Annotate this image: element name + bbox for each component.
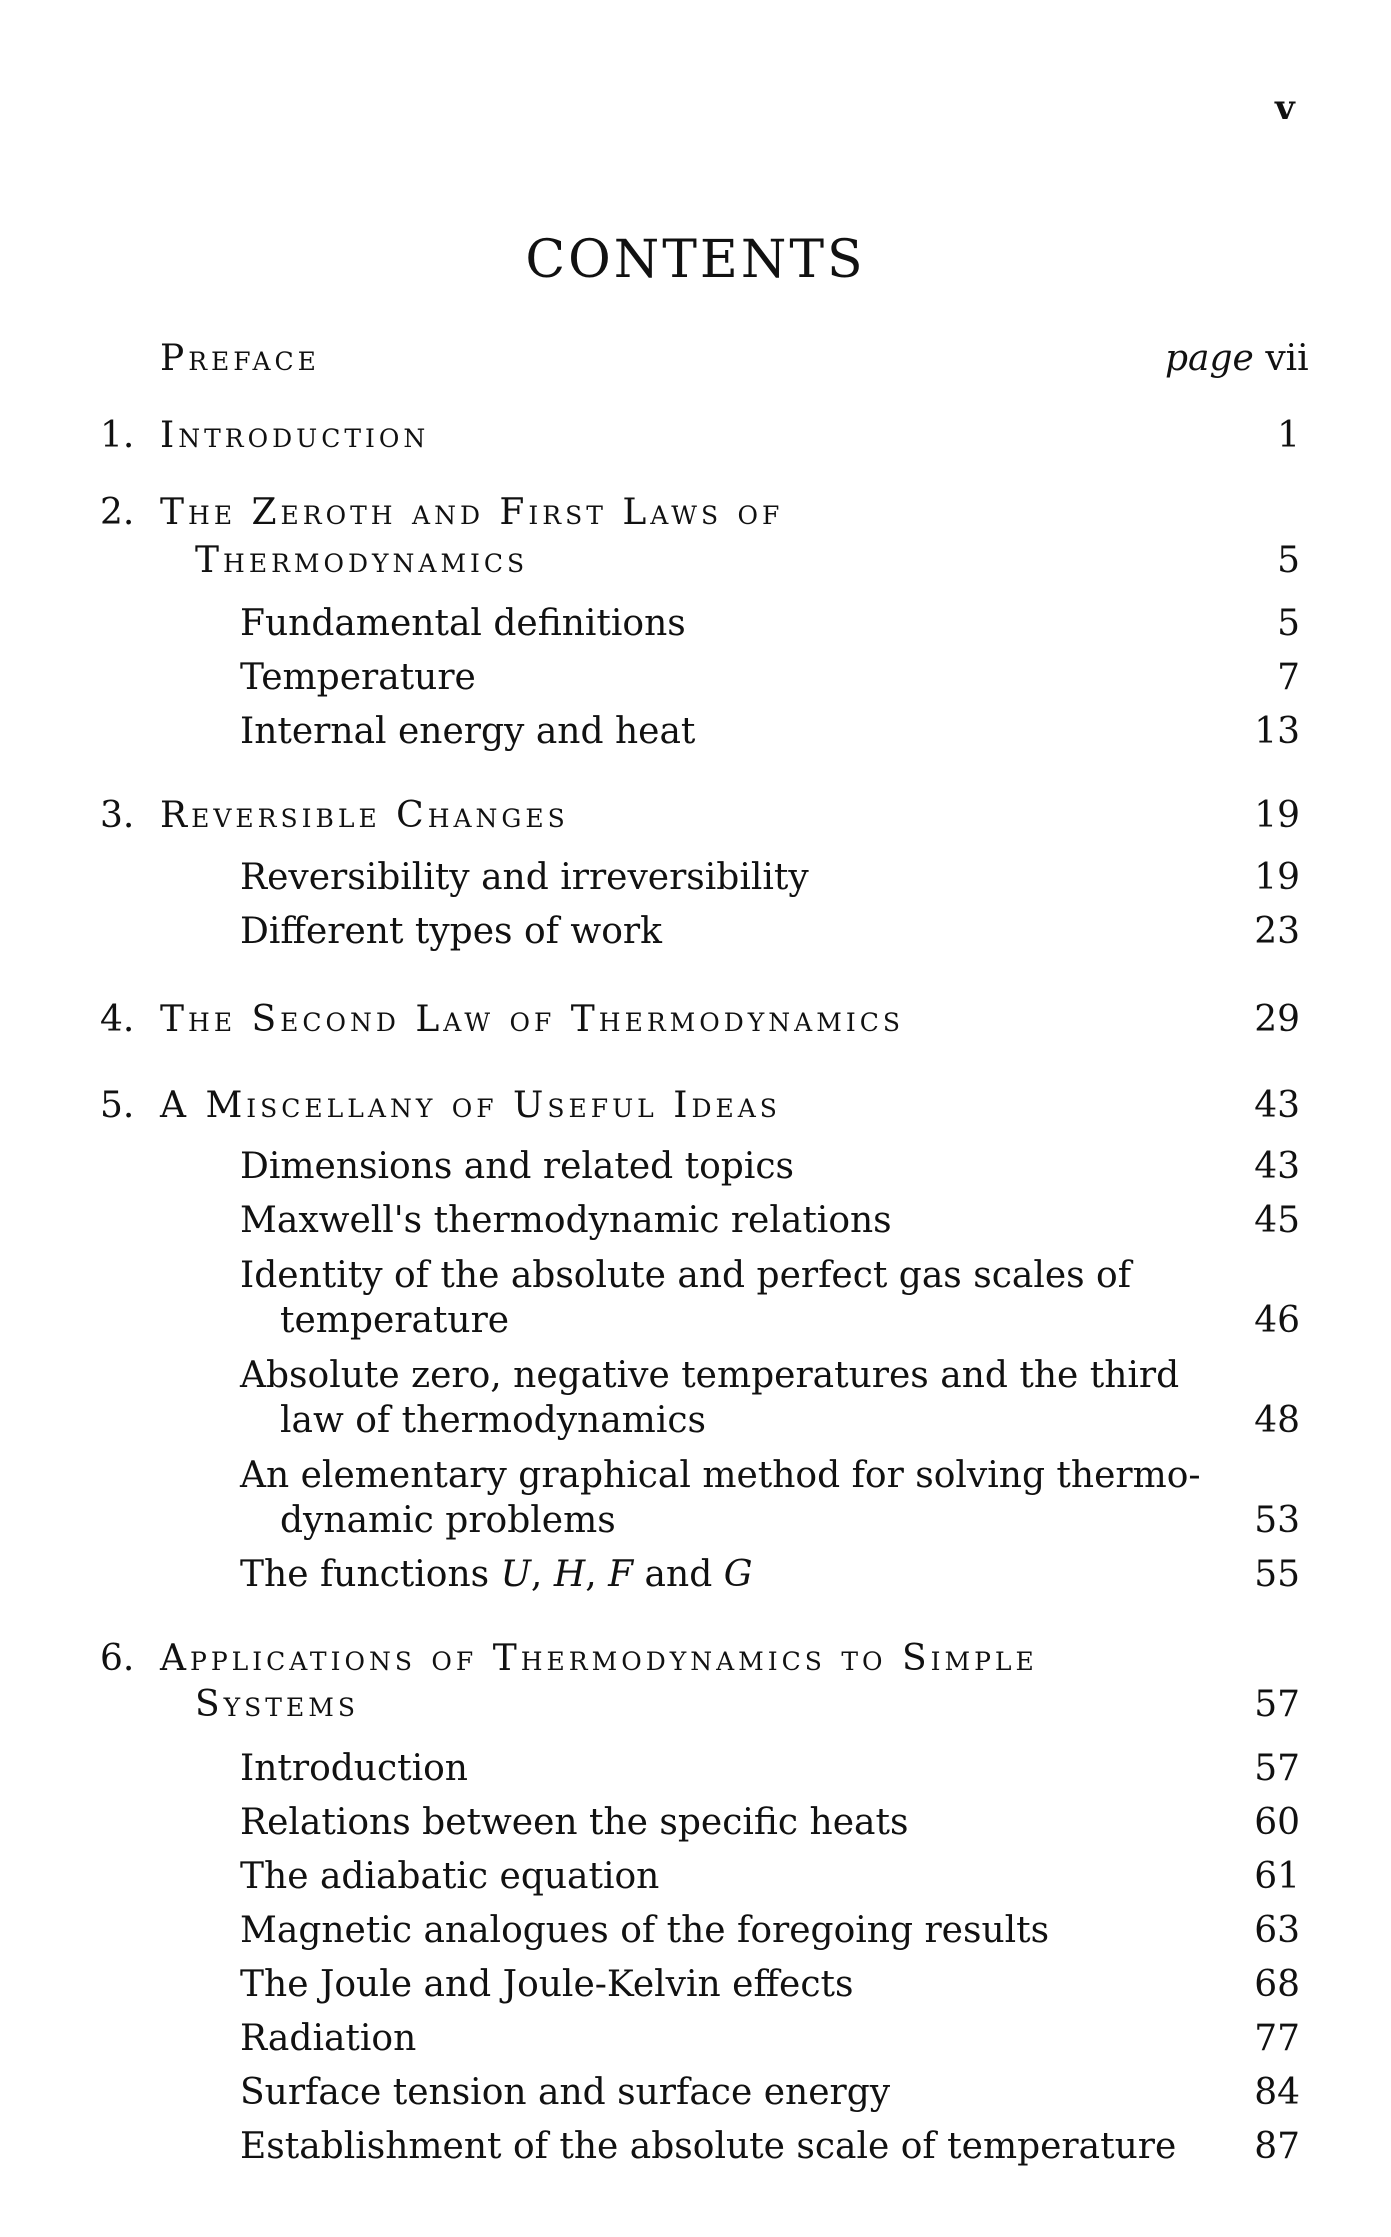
section-title-line1: An elementary graphical method for solving thermo-: [240, 1455, 1201, 1496]
section-title: Relations between the specific heats: [240, 1802, 909, 1843]
variable-f: F: [608, 1554, 634, 1595]
section-title: The functions U, H, F and G: [240, 1554, 753, 1595]
section-title-prefix: The functions: [240, 1554, 490, 1595]
chapter-number: 2.: [100, 492, 135, 533]
page-number: 60: [1254, 1802, 1300, 1843]
page-number: 29: [1254, 999, 1300, 1040]
page-number: 84: [1254, 2072, 1300, 2113]
page-number: 5: [1277, 540, 1300, 581]
page-title: CONTENTS: [525, 230, 866, 290]
section-title-line2: temperature: [280, 1300, 510, 1341]
section-title: Reversibility and irreversibility: [240, 857, 809, 898]
section-title: Establishment of the absolute scale of temperature: [240, 2126, 1177, 2167]
page-number: 55: [1254, 1554, 1300, 1595]
section-title: Surface tension and surface energy: [240, 2072, 891, 2113]
section-title: Maxwell's thermodynamic relations: [240, 1200, 892, 1241]
page-number: 77: [1254, 2018, 1300, 2059]
chapter-title: Reversible Changes: [160, 795, 569, 836]
page-number: 13: [1254, 711, 1300, 752]
page-number: 45: [1254, 1200, 1300, 1241]
section-title: Radiation: [240, 2018, 417, 2059]
toc-entry-title: Preface: [160, 338, 320, 379]
chapter-title-line1: Applications of Thermodynamics to Simple: [160, 1638, 1038, 1679]
chapter-number: 3.: [100, 795, 135, 836]
chapter-title-line2: Thermodynamics: [195, 540, 529, 581]
section-title-line1: Identity of the absolute and perfect gas scales of: [240, 1255, 1132, 1296]
page-number: 43: [1254, 1085, 1300, 1126]
page-number: 61: [1254, 1856, 1300, 1897]
section-title-line1: Absolute zero, negative temperatures and the third: [240, 1355, 1180, 1396]
chapter-number: 5.: [100, 1085, 135, 1126]
section-title: The adiabatic equation: [240, 1856, 660, 1897]
chapter-title-line1: The Zeroth and First Laws of: [160, 492, 784, 533]
section-title: Internal energy and heat: [240, 711, 696, 752]
page-number: 19: [1254, 795, 1300, 836]
page-number: 57: [1254, 1748, 1300, 1789]
section-title-line2: law of thermodynamics: [280, 1400, 706, 1441]
page-number: 63: [1254, 1910, 1300, 1951]
chapter-number: 1.: [100, 415, 135, 456]
variable-h: H: [553, 1554, 586, 1595]
section-title: Introduction: [240, 1748, 468, 1789]
page-number: 1: [1277, 415, 1300, 456]
section-title: Different types of work: [240, 911, 662, 952]
page-number: 43: [1254, 1146, 1300, 1187]
variable-u: U: [500, 1554, 531, 1595]
chapter-title: Introduction: [160, 415, 430, 456]
conjunction: and: [644, 1554, 713, 1595]
chapter-number: 6.: [100, 1638, 135, 1679]
section-title: Dimensions and related topics: [240, 1146, 794, 1187]
folio-page-number: v: [1275, 88, 1295, 128]
section-title: The Joule and Joule-Kelvin effects: [240, 1964, 854, 2005]
page-number: 46: [1254, 1300, 1300, 1341]
page-number: 57: [1254, 1684, 1300, 1725]
section-title: Magnetic analogues of the foregoing results: [240, 1910, 1050, 1951]
variable-g: G: [723, 1554, 753, 1595]
page-number: 7: [1277, 657, 1300, 698]
page-label: page: [1165, 338, 1254, 379]
page-number: 23: [1254, 911, 1300, 952]
preface-page-ref: [1165, 338, 1309, 379]
chapter-title: A Miscellany of Useful Ideas: [160, 1085, 781, 1126]
section-title: Temperature: [240, 657, 476, 698]
section-title-line2: dynamic problems: [280, 1500, 616, 1541]
page-number: 87: [1254, 2126, 1300, 2167]
preface-page: vii: [1265, 338, 1309, 379]
page-number: 53: [1254, 1500, 1300, 1541]
page-number: 48: [1254, 1400, 1300, 1441]
chapter-number: 4.: [100, 999, 135, 1040]
chapter-title-line2: Systems: [195, 1684, 359, 1725]
page-number: 68: [1254, 1964, 1300, 2005]
page-number: 19: [1254, 857, 1300, 898]
page-number: 5: [1277, 603, 1300, 644]
chapter-title: The Second Law of Thermodynamics: [160, 999, 904, 1040]
section-title: Fundamental definitions: [240, 603, 686, 644]
